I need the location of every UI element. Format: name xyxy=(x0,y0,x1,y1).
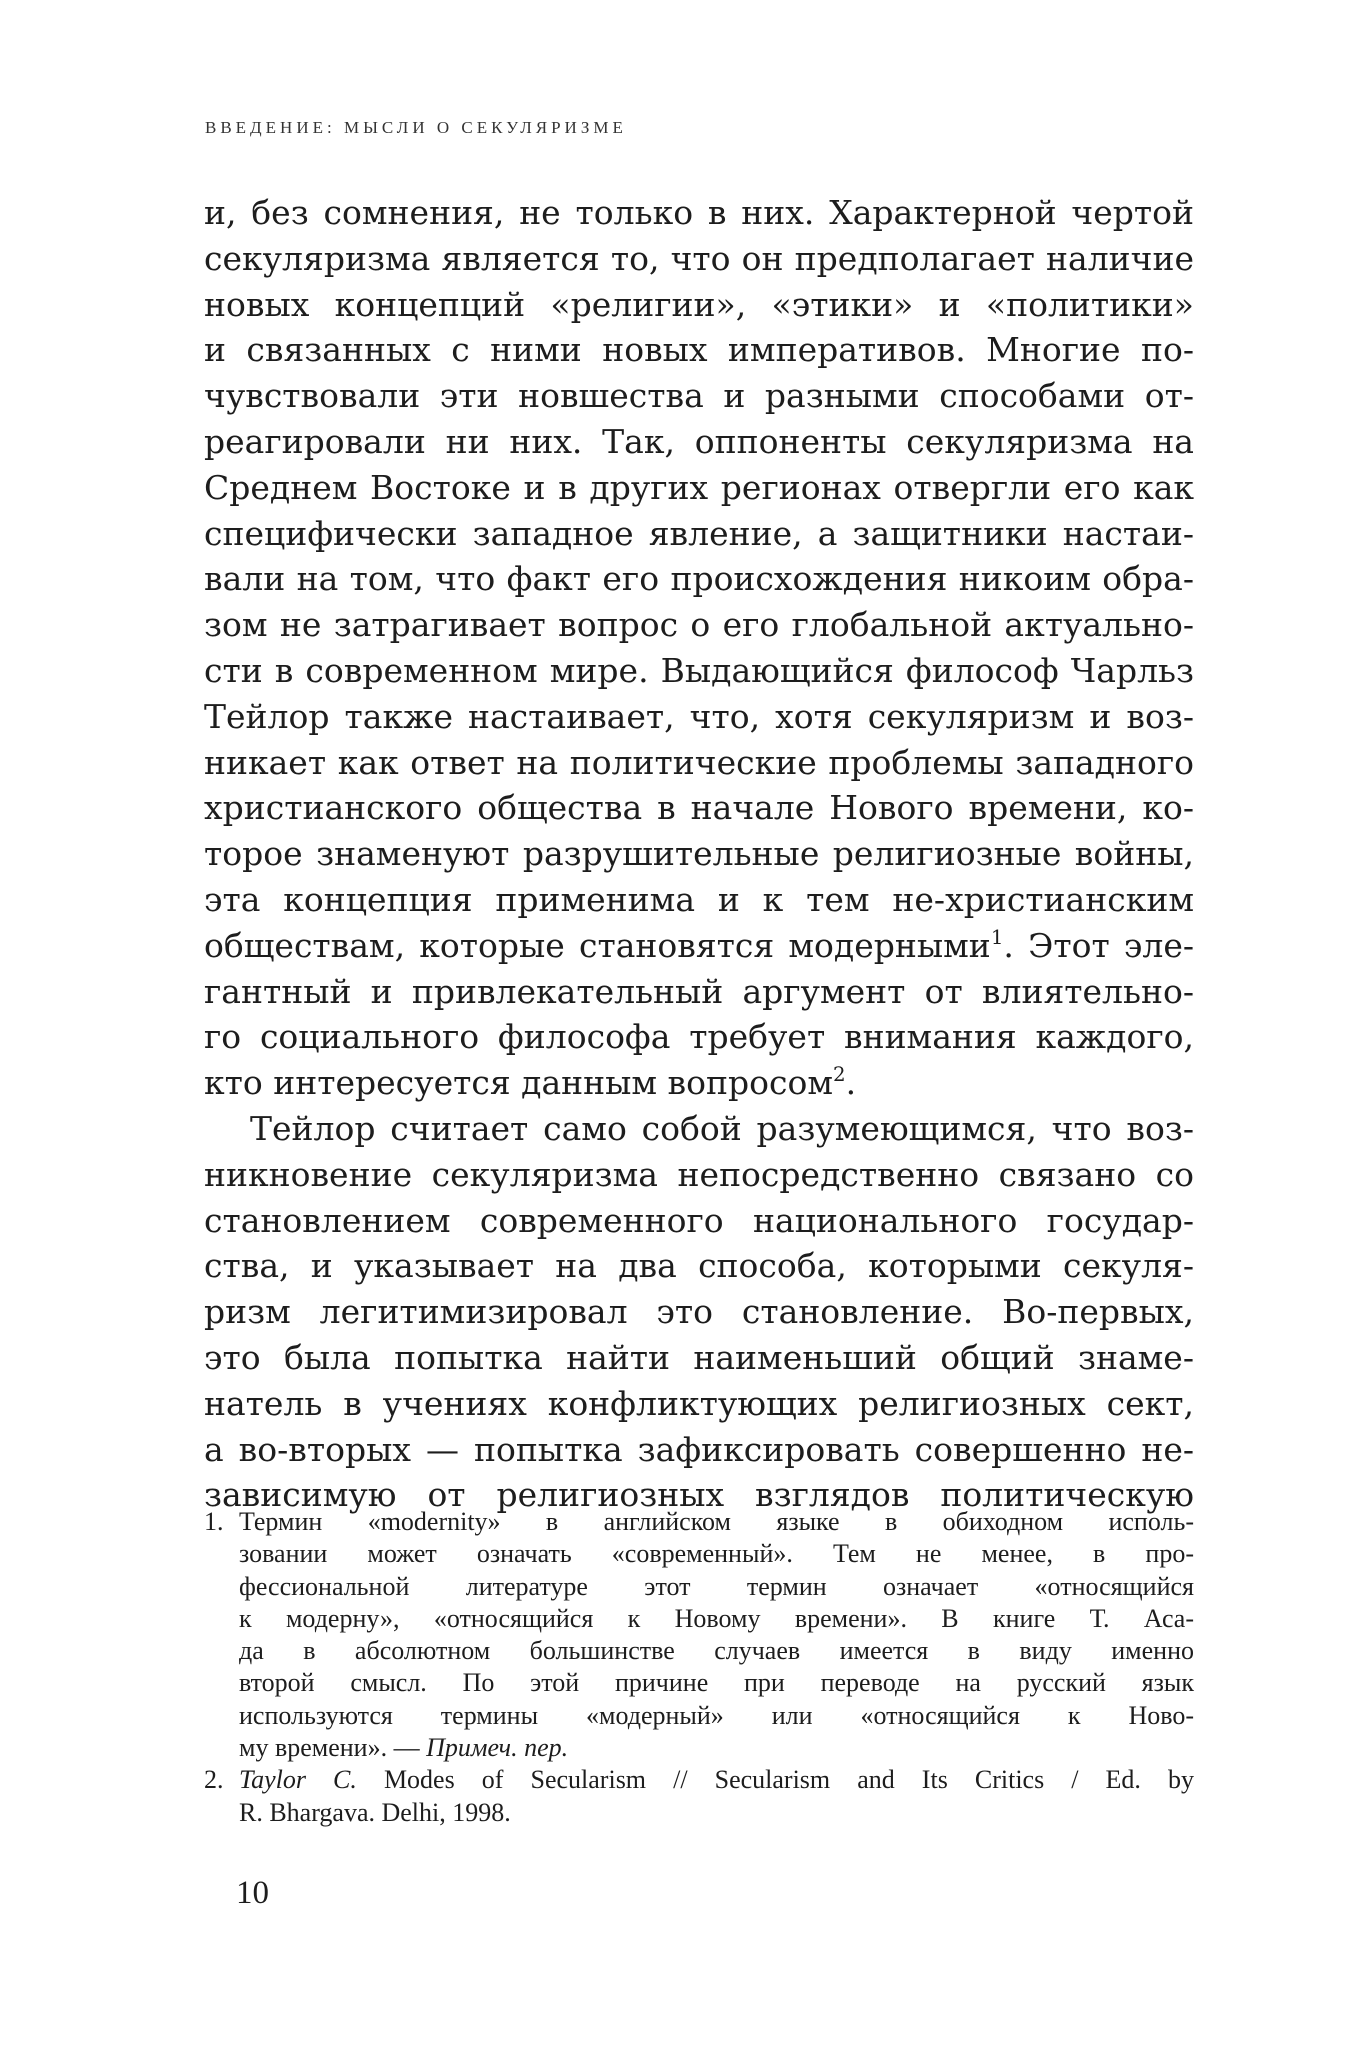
body-line: Среднем Востоке и в других регионах отвергли его как xyxy=(204,467,1194,507)
footnote-line xyxy=(239,1764,1194,1796)
body-text-run: обществам, которые становятся модерными xyxy=(204,925,991,965)
body-line: зом не затрагивает вопрос о его глобальной актуально- xyxy=(204,605,1194,645)
translator-note: Примеч. пер. xyxy=(426,1733,569,1763)
footnote-body xyxy=(239,1506,1194,1764)
body-line: специфически западное явление, а защитники настаи- xyxy=(204,513,1194,553)
footnote-line xyxy=(239,1732,1194,1764)
footnote-line: Термин «modernity» в английском языке в обиходном исполь- xyxy=(239,1507,1194,1536)
body-line: это была попытка найти наименьший общий знаме- xyxy=(204,1337,1194,1377)
body-line: Тейлор также настаивает, что, хотя секуляризм и воз- xyxy=(204,696,1194,736)
body-line: новых концепций «религии», «этики» и «политики» xyxy=(204,284,1194,324)
body-line: вали на том, что факт его происхождения никоим обра- xyxy=(204,559,1194,599)
footnote-text-run: му времени». — xyxy=(239,1733,427,1763)
body-line: Тейлор считает само собой разумеющимся, что воз- xyxy=(250,1108,1194,1148)
footnote-line: второй смысл. По этой причине при переводе на русский язык xyxy=(239,1668,1194,1698)
body-line: гантный и привлекательный аргумент от влиятельно- xyxy=(204,971,1194,1011)
footnote-line: R. Bhargava. Delhi, 1998. xyxy=(239,1797,511,1827)
footnote-number: 2. xyxy=(204,1765,224,1795)
footnote-line: к модерну», «относящийся к Новому времени». В книге Т. Аса- xyxy=(239,1603,1194,1633)
body-line: го социального философа требует внимания каждого, xyxy=(204,1017,1194,1057)
body-line: секуляризма является то, что он предполагает наличие xyxy=(204,238,1194,278)
body-line: никновение секуляризма непосредственно связано со xyxy=(204,1154,1194,1194)
footnotes xyxy=(204,1506,1194,1829)
footnote-marker-2[interactable]: 2 xyxy=(833,1063,846,1087)
body-line: сти в современном мире. Выдающийся философ Чарльз xyxy=(204,650,1194,690)
body-line: христианского общества в начале Нового времени, ко- xyxy=(204,788,1194,828)
page-number: 10 xyxy=(236,1875,269,1911)
footnote-1 xyxy=(204,1506,1194,1764)
body-line: и связанных с ними новых императивов. Многие по- xyxy=(204,330,1194,370)
body-line: эта концепция применима и к тем не-христианским xyxy=(204,879,1194,919)
body-line: никает как ответ на политические проблемы западного xyxy=(204,742,1194,782)
footnote-body xyxy=(239,1764,1194,1829)
body-text-run: кто интересуется данным вопросом xyxy=(204,1063,833,1103)
footnote-line: да в абсолютном большинстве случаев имеется в виду именно xyxy=(239,1636,1194,1666)
body-line: и, без сомнения, не только в них. Характерной чертой xyxy=(204,193,1194,232)
footnote-line: зовании может означать «современный». Тем не менее, в про- xyxy=(239,1539,1194,1569)
body-line: становлением современного национального государ- xyxy=(204,1200,1194,1240)
running-head: ВВЕДЕНИЕ: МЫСЛИ О СЕКУЛЯРИЗМЕ xyxy=(205,118,627,137)
body-line: натель в учениях конфликтующих религиозных сект, xyxy=(204,1383,1194,1423)
footnote-marker-1[interactable]: 1 xyxy=(990,925,1004,949)
body-line: ризм легитимизировал это становление. Во-первых, xyxy=(204,1292,1194,1332)
body-line: ства, и указывает на два способа, которыми секуля- xyxy=(204,1246,1194,1286)
footnote-line: используются термины «модерный» или «относящийся к Ново- xyxy=(239,1700,1194,1730)
citation-author: Taylor C. xyxy=(239,1765,357,1795)
body-text-run: . xyxy=(845,1063,857,1103)
body-line: зависимую от религиозных взглядов политическую xyxy=(204,1475,1194,1515)
body-line: реагировали ни них. Так, оппоненты секуляризма на xyxy=(204,421,1194,461)
body-line xyxy=(204,1060,1194,1106)
body-text xyxy=(204,190,1194,1518)
body-line: а во-вторых — попытка зафиксировать совершенно не- xyxy=(204,1429,1194,1469)
body-line xyxy=(204,923,1194,969)
body-line: чувствовали эти новшества и разными способами от- xyxy=(204,376,1194,416)
footnote-2 xyxy=(204,1764,1194,1829)
citation-title: Modes of Secularism // Secularism and Its Critics / Ed. by xyxy=(356,1765,1195,1795)
body-line: торое знаменуют разрушительные религиозные войны, xyxy=(204,834,1194,874)
body-text-run: . Этот эле- xyxy=(1003,925,1194,965)
footnote-number: 1. xyxy=(204,1507,224,1536)
footnote-line: фессиональной литературе этот термин означает «относящийся xyxy=(239,1571,1194,1601)
